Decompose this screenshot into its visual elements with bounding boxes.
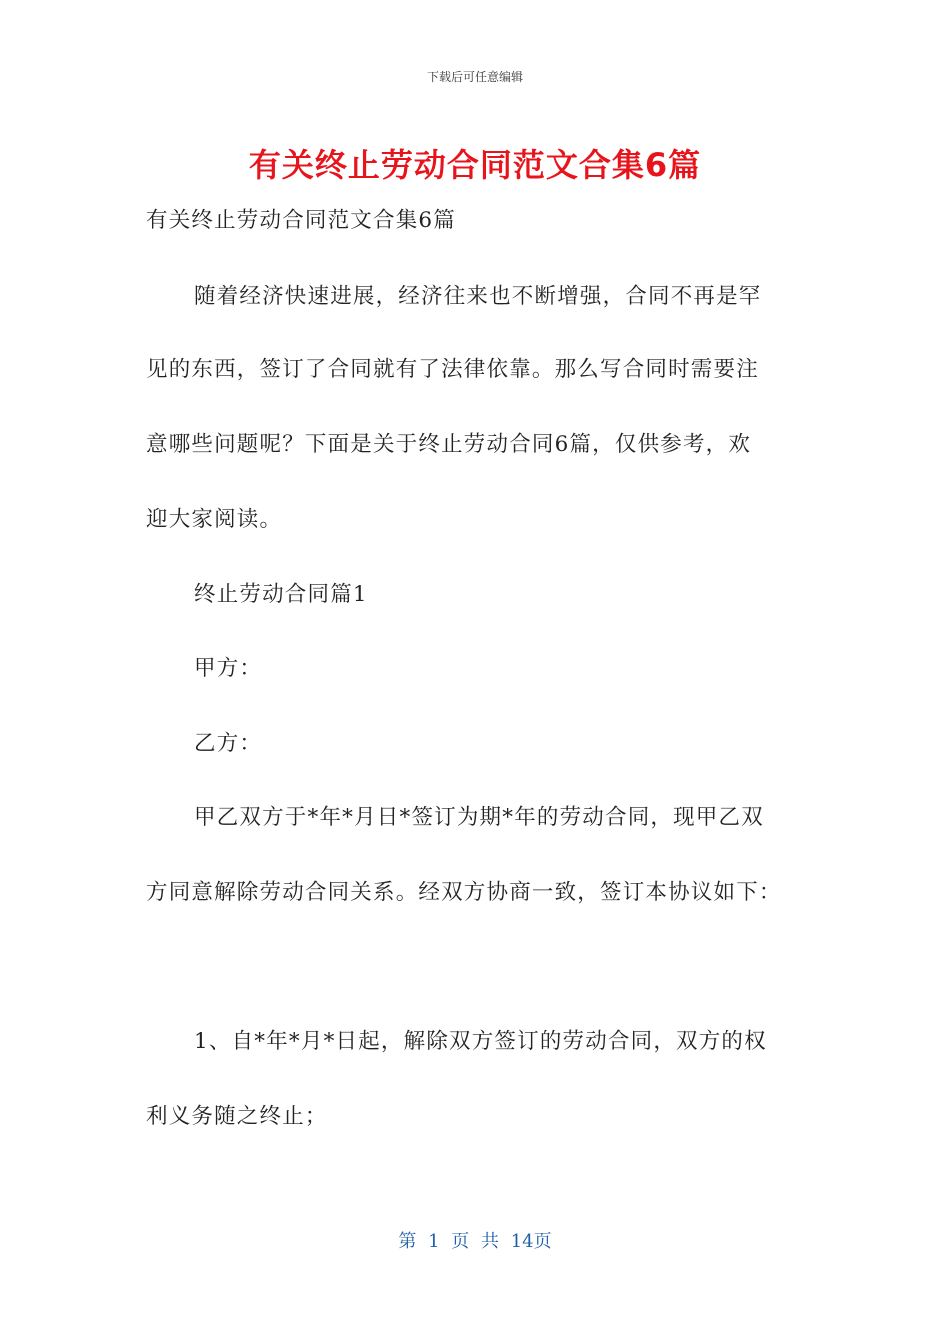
party-a-label: 甲方： bbox=[194, 656, 263, 681]
paragraph-line: 见的东西，签订了合同就有了法律依靠。那么写合同时需要注 bbox=[146, 357, 759, 382]
paragraph-line: 随着经济快速进展，经济往来也不断增强，合同不再是罕 bbox=[194, 284, 762, 309]
subtitle-line: 有关终止劳动合同范文合集6篇 bbox=[146, 208, 456, 233]
document-title: 有关终止劳动合同范文合集6篇 bbox=[248, 146, 702, 184]
header-note: 下载后可任意编辑 bbox=[426, 70, 523, 84]
party-b-label: 乙方： bbox=[194, 731, 263, 756]
paragraph-line: 迎大家阅读。 bbox=[146, 507, 283, 532]
page-number: 第 1 页 共 14页 bbox=[398, 1231, 552, 1252]
clause-line: 利义务随之终止； bbox=[146, 1104, 328, 1129]
section-heading: 终止劳动合同篇1 bbox=[194, 582, 368, 607]
clause-line: 1、自*年*月*日起，解除双方签订的劳动合同，双方的权 bbox=[194, 1029, 767, 1054]
paragraph-line: 方同意解除劳动合同关系。经双方协商一致，签订本协议如下： bbox=[146, 880, 782, 905]
paragraph-line: 甲乙双方于*年*月日*签订为期*年的劳动合同，现甲乙双 bbox=[194, 805, 764, 830]
paragraph-line: 意哪些问题呢？下面是关于终止劳动合同6篇，仅供参考，欢 bbox=[146, 432, 752, 457]
